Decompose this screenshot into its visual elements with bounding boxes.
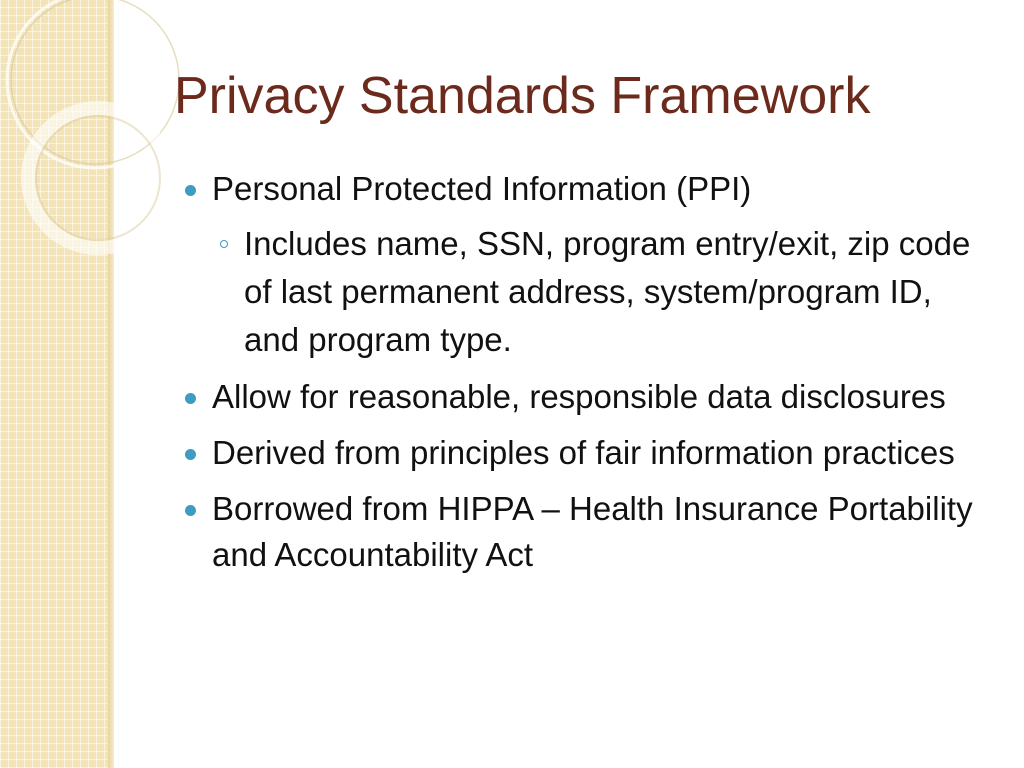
bullet-list xyxy=(178,166,978,588)
bullet-item-disclosures xyxy=(178,374,978,420)
sub-bullet-item-includes xyxy=(212,220,978,364)
bullet-dot-icon xyxy=(185,505,196,516)
bullet-item-ppi xyxy=(178,166,978,364)
bullet-text: Borrowed from HIPPA – Health Insurance Portability and Accountability Act xyxy=(212,490,973,573)
decorative-rings xyxy=(0,0,180,260)
bullet-text: Allow for reasonable, responsible data disclosures xyxy=(212,378,946,415)
sub-bullet-list xyxy=(212,220,978,364)
bullet-text: Personal Protected Information (PPI) xyxy=(212,170,752,207)
bullet-text: Derived from principles of fair information practices xyxy=(212,434,955,471)
sub-bullet-ring-icon xyxy=(220,240,228,248)
bullet-dot-icon xyxy=(185,185,196,196)
sub-bullet-text: Includes name, SSN, program entry/exit, zip code of last permanent address, system/program ID, and program type. xyxy=(244,225,971,358)
bullet-dot-icon xyxy=(185,393,196,404)
slide-title: Privacy Standards Framework xyxy=(174,67,871,125)
bullet-item-hippa xyxy=(178,486,978,578)
bullet-item-principles xyxy=(178,430,978,476)
bullet-dot-icon xyxy=(185,449,196,460)
